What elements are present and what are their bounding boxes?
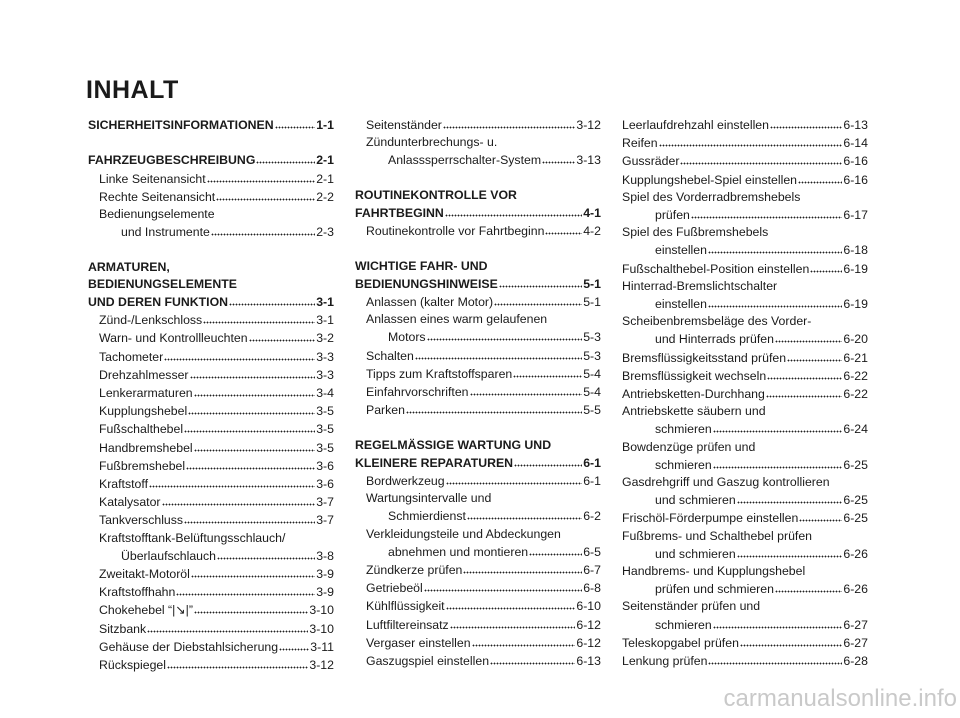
toc-entry-label: Bordwerkzeug xyxy=(366,474,445,489)
dot-leader xyxy=(217,547,315,560)
toc-entry[interactable] xyxy=(622,545,868,563)
toc-entry-label: Rückspiegel xyxy=(99,658,166,673)
toc-page-number: 3-5 xyxy=(316,440,334,455)
dot-leader xyxy=(737,545,843,558)
toc-entry-label: Tipps zum Kraftstoffsparen xyxy=(366,366,513,381)
section-spacer xyxy=(355,170,601,187)
toc-page-number: 6-25 xyxy=(843,457,868,472)
toc-entry-label: UND DEREN FUNKTION xyxy=(88,295,229,309)
toc-page-number: 6-13 xyxy=(843,118,868,132)
toc-page-number: 3-12 xyxy=(309,658,334,673)
toc-entry[interactable] xyxy=(622,456,868,474)
toc-entry-label: Anlassen (kalter Motor) xyxy=(366,295,494,309)
dot-leader xyxy=(164,348,315,361)
toc-entry-label: Kraftstoff xyxy=(99,477,148,492)
toc-entry[interactable] xyxy=(88,565,334,583)
dot-leader xyxy=(799,509,842,522)
section-title-line: REGELMÄSSIGE WARTUNG UND xyxy=(355,437,552,452)
toc-entry-label: Rechte Seitenansicht xyxy=(99,189,216,204)
toc-entry-label: Drehzahlmesser xyxy=(99,367,189,382)
dot-leader xyxy=(207,170,316,183)
toc-page-number: 2-1 xyxy=(316,153,334,168)
toc-entry-text-line: Verkleidungsteile und Abdeckungen xyxy=(366,526,561,541)
dot-leader xyxy=(450,616,576,629)
toc-entry-label: Fußbremshebel xyxy=(99,458,186,473)
toc-section-entry[interactable] xyxy=(88,116,334,134)
dot-leader xyxy=(211,223,315,236)
toc-page-number: 3-8 xyxy=(316,548,334,563)
toc-entry-label: Gehäuse der Diebstahlsicherung xyxy=(99,639,279,654)
dot-leader xyxy=(494,293,582,306)
toc-entry[interactable] xyxy=(355,616,601,634)
toc-page-number: 3-1 xyxy=(316,313,334,328)
toc-entry[interactable] xyxy=(88,384,334,402)
toc-page-number: 6-12 xyxy=(576,635,601,650)
toc-entry-label: und Hinterrads prüfen xyxy=(655,332,774,347)
section-title-line: WICHTIGE FAHR- UND xyxy=(355,258,488,273)
toc-page-number: 2-3 xyxy=(316,225,334,240)
toc-entry-label: Reifen xyxy=(622,136,658,151)
toc-entry[interactable] xyxy=(88,402,334,420)
toc-entry-label: Linke Seitenansicht xyxy=(99,171,206,186)
toc-entry[interactable] xyxy=(355,507,601,525)
toc-entry-text-line: Gasdrehgriff und Gaszug kontrollieren xyxy=(622,475,830,490)
toc-entry[interactable] xyxy=(622,330,868,348)
toc-entry-label: Zündkerze prüfen xyxy=(366,563,463,578)
toc-page-number: 6-17 xyxy=(843,208,868,223)
toc-page-number: 6-1 xyxy=(583,474,601,489)
toc-entry-label: BEDIENUNGSHINWEISE xyxy=(355,276,498,291)
toc-entry-label: Zünd-/Lenkschloss xyxy=(99,313,203,328)
toc-entry[interactable] xyxy=(355,116,601,134)
toc-page-number: 5-1 xyxy=(583,295,601,309)
toc-entry-text-line: Kraftstofftank-Belüftungsschlauch/ xyxy=(99,530,286,545)
toc-column-1 xyxy=(88,116,334,674)
toc-page-number: 3-10 xyxy=(309,603,334,618)
toc-entry-label: Kühlflüssigkeit xyxy=(366,599,445,614)
toc-entry[interactable] xyxy=(622,509,868,527)
toc-entry-label: Getriebeöl xyxy=(366,581,423,596)
toc-column-2 xyxy=(355,116,601,670)
dot-leader xyxy=(446,597,576,610)
toc-entry[interactable] xyxy=(88,620,334,638)
toc-entry-label: Leerlaufdrehzahl einstellen xyxy=(622,118,769,132)
toc-page-number: 3-10 xyxy=(309,621,334,636)
toc-entry-label: KLEINERE REPARATUREN xyxy=(355,455,514,470)
toc-entry-label: Luftfiltereinsatz xyxy=(366,617,449,632)
toc-entry[interactable] xyxy=(622,116,868,134)
toc-entry[interactable] xyxy=(88,420,334,438)
watermark-text: carmanualsonline.info xyxy=(723,685,957,712)
toc-entry-label: Tachometer xyxy=(99,349,164,364)
toc-entry-label: FAHRZEUGBESCHREIBUNG xyxy=(88,153,256,168)
dot-leader xyxy=(188,402,315,415)
dot-leader xyxy=(713,420,843,433)
dot-leader xyxy=(194,601,308,614)
toc-entry[interactable] xyxy=(88,601,334,619)
toc-page-number: 6-1 xyxy=(583,455,601,470)
toc-entry[interactable] xyxy=(355,634,601,652)
toc-entry-label: schmieren xyxy=(655,457,712,472)
toc-entry[interactable] xyxy=(88,547,334,565)
toc-page-number: 6-25 xyxy=(843,493,868,508)
toc-entry-label: SICHERHEITSINFORMATIONEN xyxy=(88,118,274,132)
toc-entry[interactable] xyxy=(88,223,334,241)
toc-page-number: 3-5 xyxy=(316,404,334,419)
toc-page-number: 3-6 xyxy=(316,477,334,492)
dot-leader xyxy=(463,561,582,574)
dot-leader xyxy=(467,507,582,520)
toc-page-number: 2-1 xyxy=(316,171,334,186)
dot-leader xyxy=(787,349,842,362)
dot-leader xyxy=(514,454,582,467)
dot-leader xyxy=(713,456,843,469)
toc-entry-text-line: Scheibenbremsbeläge des Vorder- xyxy=(622,314,812,329)
toc-entry[interactable] xyxy=(88,366,334,384)
toc-page-number: 6-22 xyxy=(843,368,868,383)
toc-entry[interactable] xyxy=(88,439,334,457)
toc-page-number: 3-1 xyxy=(316,295,334,309)
toc-entry-label: Antriebsketten-Durchhang xyxy=(622,387,765,402)
section-title-line: ARMATUREN, xyxy=(88,259,170,274)
toc-entry-text-line: Zündunterbrechungs- u. xyxy=(366,135,498,150)
toc-page-number: 3-4 xyxy=(316,386,334,401)
toc-entry-label: und schmieren xyxy=(655,493,736,508)
dot-leader xyxy=(545,222,582,235)
dot-leader xyxy=(691,206,843,219)
toc-entry-label: Teleskopgabel prüfen xyxy=(622,635,739,650)
toc-entry-label: abnehmen und montieren xyxy=(388,544,529,559)
toc-entry-text-line: Seitenständer prüfen und xyxy=(622,599,761,614)
dot-leader xyxy=(229,293,315,306)
toc-entry-text-line: Antriebskette säubern und xyxy=(622,404,766,419)
toc-entry-label: Sitzbank xyxy=(99,621,147,636)
toc-entry-label: Lenkerarmaturen xyxy=(99,386,193,401)
toc-page-number: 3-2 xyxy=(316,331,334,346)
toc-page-number: 3-9 xyxy=(316,585,334,600)
toc-entry-label: Warn- und Kontrollleuchten xyxy=(99,331,248,346)
dot-leader xyxy=(256,151,315,164)
toc-entry-label: Kupplungshebel xyxy=(99,404,188,419)
dot-leader xyxy=(149,475,315,488)
toc-entry[interactable] xyxy=(622,634,868,652)
dot-leader xyxy=(713,616,843,629)
toc-entry[interactable] xyxy=(355,597,601,615)
toc-entry-label: Vergaser einstellen xyxy=(366,635,471,650)
dot-leader xyxy=(810,260,842,273)
toc-page-number: 3-11 xyxy=(310,639,334,654)
toc-page-number: 5-5 xyxy=(583,403,601,418)
dot-leader xyxy=(542,151,575,164)
toc-page-number: 6-19 xyxy=(843,297,868,312)
dot-leader xyxy=(708,652,842,665)
dot-leader xyxy=(490,652,575,665)
dot-leader xyxy=(659,134,843,147)
toc-entry-label: Chokehebel “|↘|” xyxy=(99,603,193,618)
toc-entry-label: schmieren xyxy=(655,617,712,632)
toc-entry-label: Fußschalthebel-Position einstellen xyxy=(622,261,810,276)
toc-page-number: 6-27 xyxy=(843,617,868,632)
section-spacer xyxy=(355,240,601,257)
toc-section-entry[interactable] xyxy=(355,275,601,293)
toc-page-number: 3-7 xyxy=(316,495,334,510)
toc-entry-label: Lenkung prüfen xyxy=(622,654,708,669)
toc-entry[interactable] xyxy=(355,543,601,561)
toc-page-number: 3-6 xyxy=(316,458,334,473)
toc-entry[interactable] xyxy=(88,511,334,529)
toc-entry-text-line: Bowdenzüge prüfen und xyxy=(622,439,756,454)
toc-page-number: 6-8 xyxy=(583,581,601,596)
toc-page-number: 6-22 xyxy=(843,387,868,402)
dot-leader xyxy=(708,241,842,254)
dot-leader xyxy=(167,656,308,669)
section-title-line: BEDIENUNGSELEMENTE xyxy=(88,276,237,291)
toc-page-number: 2-2 xyxy=(316,189,334,204)
toc-entry[interactable] xyxy=(622,260,868,278)
toc-entry-text-line: Bedienungselemente xyxy=(99,207,215,221)
dot-leader xyxy=(680,152,842,165)
toc-entry[interactable] xyxy=(622,491,868,509)
toc-entry[interactable] xyxy=(355,347,601,365)
toc-entry[interactable] xyxy=(622,171,868,189)
dot-leader xyxy=(279,638,309,651)
dot-leader xyxy=(798,171,842,184)
toc-entry[interactable] xyxy=(88,583,334,601)
toc-page-number: 3-5 xyxy=(316,422,334,437)
toc-page-number: 6-7 xyxy=(583,563,601,578)
toc-page-number: 3-13 xyxy=(576,153,601,168)
dot-leader xyxy=(162,493,316,506)
toc-entry[interactable] xyxy=(88,348,334,366)
toc-page-number: 6-27 xyxy=(843,635,868,650)
toc-entry[interactable] xyxy=(622,420,868,438)
dot-leader xyxy=(194,384,316,397)
section-spacer xyxy=(88,134,334,151)
toc-entry[interactable] xyxy=(88,329,334,347)
dot-leader xyxy=(406,401,582,414)
toc-entry[interactable] xyxy=(622,580,868,598)
toc-entry-label: Routinekontrolle vor Fahrtbeginn xyxy=(366,224,545,239)
toc-entry[interactable] xyxy=(88,475,334,493)
toc-entry-label: schmieren xyxy=(655,422,712,437)
section-title-line: ROUTINEKONTROLLE VOR xyxy=(355,187,517,202)
toc-page-number: 3-3 xyxy=(316,349,334,364)
dot-leader xyxy=(184,511,315,524)
toc-entry-label: Bremsflüssigkeit wechseln xyxy=(622,368,767,383)
toc-page-number: 6-13 xyxy=(576,654,601,669)
dot-leader xyxy=(427,328,583,341)
toc-entry-label: Fußschalthebel xyxy=(99,422,184,437)
toc-entry[interactable] xyxy=(355,579,601,597)
toc-entry-label: einstellen xyxy=(655,297,707,312)
toc-page-number: 6-16 xyxy=(843,172,868,187)
dot-leader xyxy=(186,457,315,470)
toc-page-number: 5-1 xyxy=(583,276,601,291)
toc-entry[interactable] xyxy=(355,151,601,169)
toc-entry[interactable] xyxy=(355,383,601,401)
toc-entry[interactable] xyxy=(88,188,334,206)
toc-entry[interactable] xyxy=(622,241,868,259)
toc-entry[interactable] xyxy=(355,561,601,579)
dot-leader xyxy=(190,366,316,379)
toc-entry[interactable] xyxy=(622,134,868,152)
toc-entry-text-line: Wartungsintervalle und xyxy=(366,491,492,506)
dot-leader xyxy=(446,472,583,485)
toc-entry-label: Motors xyxy=(388,330,426,345)
toc-entry-label: Anlasssperrschalter-System xyxy=(388,153,542,168)
dot-leader xyxy=(415,347,582,360)
toc-entry[interactable] xyxy=(355,293,601,311)
dot-leader xyxy=(249,329,316,342)
toc-page-number: 3-7 xyxy=(316,513,334,528)
toc-entry-text-line: Spiel des Vorderradbremshebels xyxy=(622,189,801,204)
toc-entry[interactable] xyxy=(88,493,334,511)
toc-entry-text-line: Hinterrad-Bremslichtschalter xyxy=(622,278,778,293)
toc-entry-label: Kraftstoffhahn xyxy=(99,585,176,600)
toc-entry-text-line: Fußbrems- und Schalthebel prüfen xyxy=(622,528,813,543)
toc-page-number: 6-26 xyxy=(843,582,868,597)
dot-leader xyxy=(472,634,576,647)
toc-page-number: 6-19 xyxy=(843,261,868,276)
toc-page-number: 6-14 xyxy=(843,136,868,151)
dot-leader xyxy=(176,583,315,596)
toc-entry-label: Seitenständer xyxy=(366,118,442,132)
toc-entry[interactable] xyxy=(88,638,334,656)
toc-entry[interactable] xyxy=(622,652,868,670)
toc-entry[interactable] xyxy=(622,349,868,367)
dot-leader xyxy=(740,634,842,647)
toc-entry-label: Gussräder xyxy=(622,154,680,169)
toc-entry-label: Zweitakt-Motoröl xyxy=(99,567,190,582)
toc-entry[interactable] xyxy=(355,222,601,240)
toc-page-number: 5-4 xyxy=(583,366,601,381)
toc-entry-label: prüfen xyxy=(655,208,690,223)
toc-entry-label: Frischöl-Förderpumpe einstellen xyxy=(622,511,799,526)
dot-leader xyxy=(775,580,842,593)
toc-entry[interactable] xyxy=(88,311,334,329)
toc-entry-text-line: Anlassen eines warm gelaufenen xyxy=(366,312,548,327)
section-spacer xyxy=(88,241,334,258)
toc-entry[interactable] xyxy=(88,656,334,674)
toc-column-3 xyxy=(622,116,868,670)
dot-leader xyxy=(470,383,583,396)
dot-leader xyxy=(275,116,316,129)
toc-entry[interactable] xyxy=(622,295,868,313)
toc-entry-label: Bremsflüssigkeitsstand prüfen xyxy=(622,350,787,365)
dot-leader xyxy=(194,439,316,452)
toc-page-number: 6-16 xyxy=(843,154,868,169)
page-title: INHALT xyxy=(86,76,179,104)
dot-leader xyxy=(708,295,842,308)
toc-entry-label: Schalten xyxy=(366,348,414,363)
toc-entry-label: und Instrumente xyxy=(121,225,210,240)
toc-entry[interactable] xyxy=(355,652,601,670)
toc-page-number: 6-25 xyxy=(843,511,868,526)
toc-page-number: 4-2 xyxy=(583,224,601,239)
dot-leader xyxy=(499,275,582,288)
dot-leader xyxy=(443,116,575,129)
dot-leader xyxy=(203,311,315,324)
toc-entry-label: Einfahrvorschriften xyxy=(366,385,469,400)
toc-page-number: 3-3 xyxy=(316,367,334,382)
toc-entry[interactable] xyxy=(355,365,601,383)
toc-page-number: 6-26 xyxy=(843,546,868,561)
toc-entry-label: einstellen xyxy=(655,243,707,258)
toc-entry[interactable] xyxy=(88,170,334,188)
dot-leader xyxy=(445,204,582,217)
toc-entry-label: Schmierdienst xyxy=(388,509,466,524)
toc-page-number: 6-10 xyxy=(576,599,601,614)
toc-entry-label: und schmieren xyxy=(655,546,736,561)
toc-page-number: 6-21 xyxy=(843,350,868,365)
toc-page-number: 6-5 xyxy=(583,544,601,559)
toc-page-number: 6-24 xyxy=(843,422,868,437)
dot-leader xyxy=(767,367,842,380)
toc-section-entry[interactable] xyxy=(88,151,334,169)
toc-entry[interactable] xyxy=(355,472,601,490)
dot-leader xyxy=(191,565,315,578)
toc-entry[interactable] xyxy=(622,385,868,403)
dot-leader xyxy=(147,620,308,633)
toc-entry[interactable] xyxy=(622,616,868,634)
toc-section-entry[interactable] xyxy=(355,204,601,222)
toc-entry-label: prüfen und schmieren xyxy=(655,582,774,597)
toc-page-number: 4-1 xyxy=(583,206,601,220)
toc-entry-label: Tankverschluss xyxy=(99,513,184,528)
dot-leader xyxy=(424,579,582,592)
dot-leader xyxy=(775,330,842,343)
toc-page-number: 3-9 xyxy=(316,567,334,582)
toc-page-number: 5-3 xyxy=(583,330,601,345)
section-spacer xyxy=(355,419,601,436)
toc-entry-label: Gaszugspiel einstellen xyxy=(366,654,490,669)
toc-page-number: 6-20 xyxy=(843,332,868,347)
toc-page-number: 5-4 xyxy=(583,385,601,400)
toc-page-number: 5-3 xyxy=(583,348,601,363)
toc-entry[interactable] xyxy=(355,328,601,346)
toc-entry-label: FAHRTBEGINN xyxy=(355,206,444,220)
toc-entry[interactable] xyxy=(622,152,868,170)
toc-entry[interactable] xyxy=(622,367,868,385)
toc-entry-text-line: Handbrems- und Kupplungshebel xyxy=(622,564,806,579)
toc-entry[interactable] xyxy=(622,206,868,224)
dot-leader xyxy=(766,385,843,398)
toc-page-number: 1-1 xyxy=(316,118,334,132)
toc-entry[interactable] xyxy=(355,401,601,419)
toc-entry[interactable] xyxy=(88,457,334,475)
toc-section-entry[interactable] xyxy=(355,454,601,472)
dot-leader xyxy=(529,543,582,556)
dot-leader xyxy=(513,365,582,378)
toc-entry-text-line: Spiel des Fußbremshebels xyxy=(622,225,769,240)
dot-leader xyxy=(737,491,843,504)
toc-page-number: 6-28 xyxy=(843,654,868,669)
toc-entry-label: Kupplungshebel-Spiel einstellen xyxy=(622,172,798,187)
toc-section-entry[interactable] xyxy=(88,293,334,311)
toc-entry-label: Überlaufschlauch xyxy=(121,548,217,563)
toc-entry-label: Parken xyxy=(366,403,405,418)
toc-entry-label: Katalysator xyxy=(99,495,161,510)
toc-page-number: 3-12 xyxy=(576,118,601,132)
toc-page-number: 6-18 xyxy=(843,243,868,258)
dot-leader xyxy=(184,420,315,433)
dot-leader xyxy=(770,116,842,129)
toc-entry-label: Handbremshebel xyxy=(99,440,193,455)
dot-leader xyxy=(216,188,315,201)
toc-page-number: 6-2 xyxy=(583,509,601,524)
toc-page-number: 6-12 xyxy=(576,617,601,632)
